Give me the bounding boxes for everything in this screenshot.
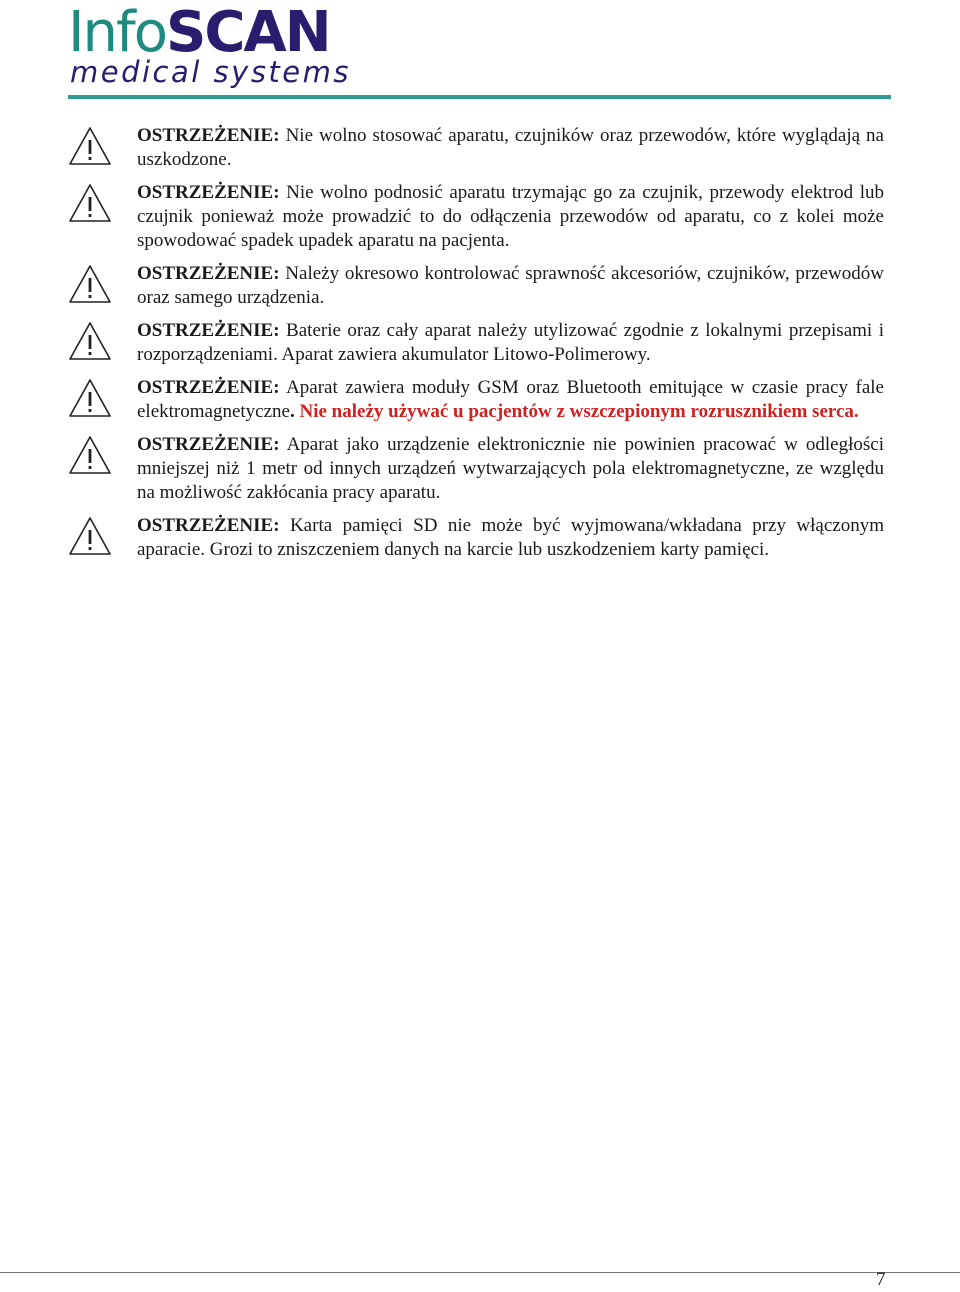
- warning-triangle-icon: [68, 321, 112, 361]
- warning-item: [68, 124, 884, 172]
- warning-item: [68, 433, 884, 505]
- warning-label: OSTRZEŻENIE:: [137, 182, 280, 203]
- warning-item: [68, 262, 884, 310]
- header-rule: [68, 95, 891, 99]
- warning-body: Karta pamięci SD nie może być wyjmowana/wkładana przy włączonym aparacie. Grozi to zniszczeniem danych na karcie lub uszkodzeniem karty pamięci.: [137, 515, 884, 560]
- warning-body: Nie wolno podnosić aparatu trzymając go za czujnik, przewody elektrod lub czujnik ponieważ może prowadzić to do odłączenia przewodów od aparatu, co z kolei może spowodować spadek upadek aparatu na pacjenta.: [137, 182, 884, 251]
- warning-text: [137, 124, 884, 172]
- warning-text: [137, 514, 884, 562]
- warning-body: Należy okresowo kontrolować sprawność akcesoriów, czujników, przewodów oraz samego urządzenia.: [137, 263, 884, 308]
- page-number: 7: [876, 1269, 886, 1290]
- warning-emphasis: Nie należy używać u pacjentów z wszczepionym rozrusznikiem serca.: [294, 401, 859, 422]
- warning-text: [137, 376, 884, 424]
- warning-body: Aparat zawiera moduły GSM oraz Bluetooth emitujące w czasie pracy fale elektromagnetyczne: [137, 377, 884, 422]
- warning-triangle-icon: [68, 126, 112, 166]
- warning-body: Aparat jako urządzenie elektronicznie nie powinien pracować w odległości mniejszej niż 1 metr od innych urządzeń wytwarzających pola elektromagnetyczne, ze względu na możliwość zakłócania pracy aparatu.: [137, 434, 884, 503]
- warning-body: Baterie oraz cały aparat należy utylizować zgodnie z lokalnymi przepisami i rozporządzeniami. Aparat zawiera akumulator Litowo-Polimerowy.: [137, 320, 884, 365]
- warning-label: OSTRZEŻENIE:: [137, 263, 280, 284]
- warning-triangle-icon: [68, 183, 112, 223]
- warning-item: [68, 376, 884, 424]
- warning-label: OSTRZEŻENIE:: [137, 515, 280, 536]
- warning-label: OSTRZEŻENIE:: [137, 434, 280, 455]
- warning-label: OSTRZEŻENIE:: [137, 320, 280, 341]
- logo-scan-text: SCAN: [165, 0, 330, 65]
- warning-triangle-icon: [68, 435, 112, 475]
- warning-text: [137, 319, 884, 367]
- warning-label: OSTRZEŻENIE:: [137, 377, 280, 398]
- warning-period: .: [289, 401, 295, 422]
- logo-tagline: medical systems: [70, 55, 351, 89]
- footer-rule: [0, 1272, 960, 1273]
- warning-triangle-icon: [68, 264, 112, 304]
- warning-text: [137, 181, 884, 253]
- warnings-list: [68, 124, 884, 571]
- warning-triangle-icon: [68, 516, 112, 556]
- warning-item: [68, 514, 884, 562]
- warning-label: OSTRZEŻENIE:: [137, 125, 280, 146]
- warning-text: [137, 262, 884, 310]
- warning-body: Nie wolno stosować aparatu, czujników oraz przewodów, które wyglądają na uszkodzone.: [137, 125, 884, 170]
- logo-info-text: Info: [68, 0, 166, 65]
- header: [68, 0, 891, 100]
- warning-item: [68, 181, 884, 253]
- warning-item: [68, 319, 884, 367]
- warning-text: [137, 433, 884, 505]
- warning-triangle-icon: [68, 378, 112, 418]
